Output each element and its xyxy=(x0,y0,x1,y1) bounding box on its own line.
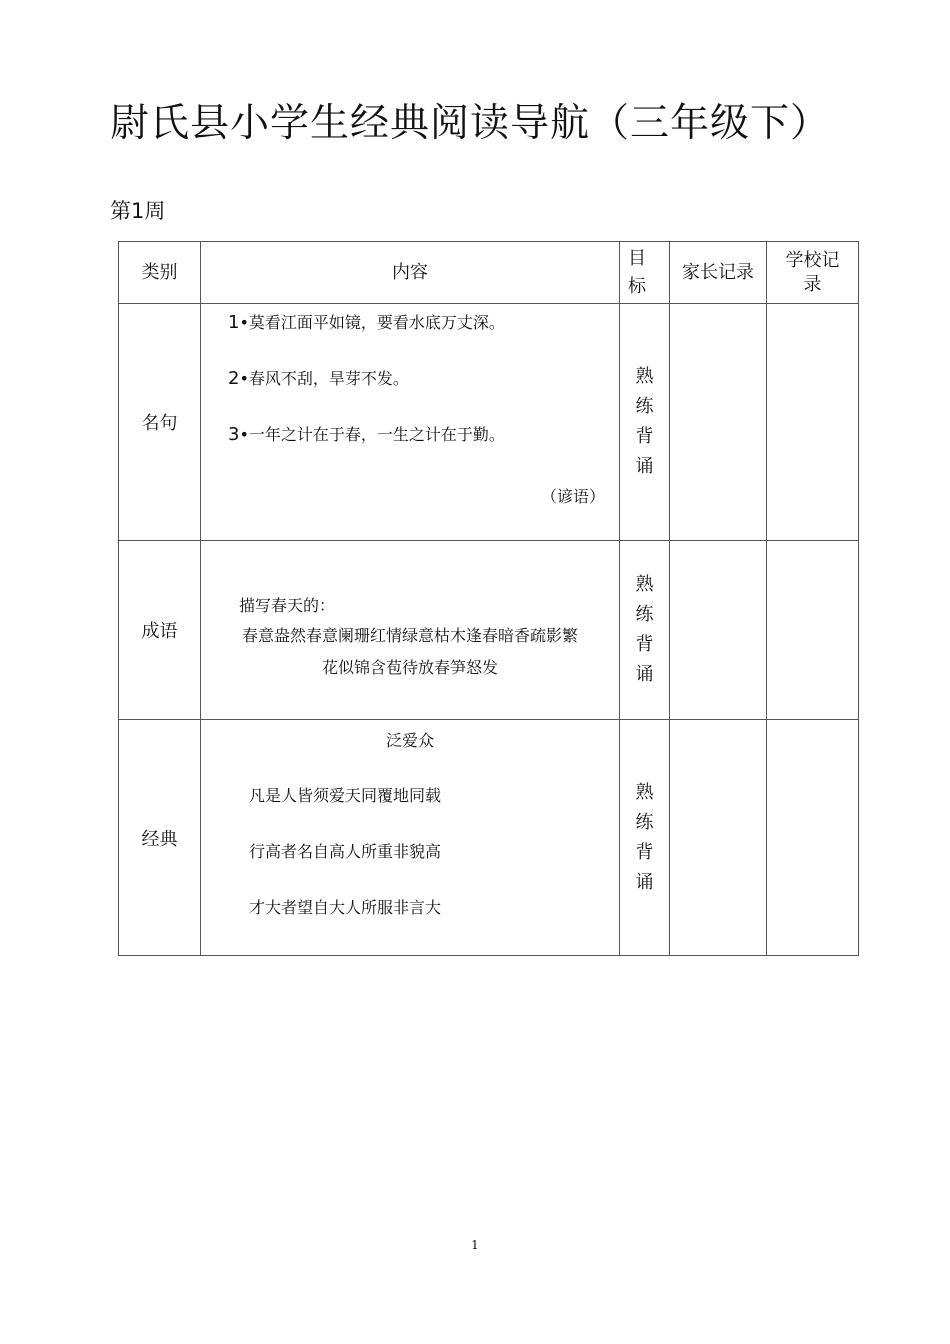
row-goal-famous-lines xyxy=(620,304,670,541)
table-row xyxy=(119,720,859,956)
table-row xyxy=(119,304,859,541)
line-text: •一年之计在于春，一生之计在于勤。 xyxy=(239,425,505,444)
list-item: 才大者望自大人所服非言大 xyxy=(249,898,442,917)
list-item: 凡是人皆须爱天同覆地同载 xyxy=(249,786,442,805)
row-category-classics: 经典 xyxy=(119,720,201,956)
row-content-classics xyxy=(201,720,620,956)
line-number: 1 xyxy=(228,312,240,333)
week-label: 第1周 xyxy=(110,199,166,223)
list-item xyxy=(228,366,409,389)
row-school-record-idioms[interactable] xyxy=(767,541,859,720)
row-category-idioms: 成语 xyxy=(119,541,201,720)
row-category-famous-lines: 名句 xyxy=(119,304,201,541)
header-goal xyxy=(620,242,670,304)
idioms-intro: 描写春天的： xyxy=(239,596,336,615)
row-parent-record-famous-lines[interactable] xyxy=(670,304,767,541)
header-category: 类别 xyxy=(119,242,201,304)
header-school-record: 学校记录 xyxy=(767,242,859,304)
list-item: 行高者名自高人所重非貌高 xyxy=(249,842,442,861)
header-goal-text: 目标 xyxy=(628,247,646,297)
goal-text: 熟练背诵 xyxy=(635,574,654,685)
goal-text: 熟练背诵 xyxy=(635,366,654,477)
list-item: 春意盎然春意阑珊红情绿意枯木逢春暗香疏影繁 xyxy=(241,626,578,645)
page-number: 1 xyxy=(471,1238,479,1252)
list-item: 花似锦含苞待放春笋怒发 xyxy=(321,658,498,677)
row-content-idioms xyxy=(201,541,620,720)
goal-text: 熟练背诵 xyxy=(635,781,654,893)
table-row xyxy=(119,541,859,720)
table-header-row xyxy=(119,242,859,304)
row-goal-classics xyxy=(620,720,670,956)
page-title: 尉氏县小学生经典阅读导航（三年级下） xyxy=(110,101,831,146)
line-text: •莫看江面平如镜，要看水底万丈深。 xyxy=(239,313,505,332)
line-number: 2 xyxy=(228,368,240,389)
reading-table xyxy=(118,241,859,956)
line-text: •春风不刮，旱芽不发。 xyxy=(239,369,409,388)
classics-title: 泛爱众 xyxy=(385,731,434,750)
line-number: 3 xyxy=(228,424,240,445)
row-parent-record-idioms[interactable] xyxy=(670,541,767,720)
header-parent-record: 家长记录 xyxy=(670,242,767,304)
header-content: 内容 xyxy=(201,242,620,304)
row-school-record-classics[interactable] xyxy=(767,720,859,956)
row-content-famous-lines xyxy=(201,304,620,541)
row-school-record-famous-lines[interactable] xyxy=(767,304,859,541)
row-goal-idioms xyxy=(620,541,670,720)
list-item xyxy=(228,310,505,333)
row-parent-record-classics[interactable] xyxy=(670,720,767,956)
list-item xyxy=(228,422,505,445)
line-source: （谚语） xyxy=(540,487,605,506)
